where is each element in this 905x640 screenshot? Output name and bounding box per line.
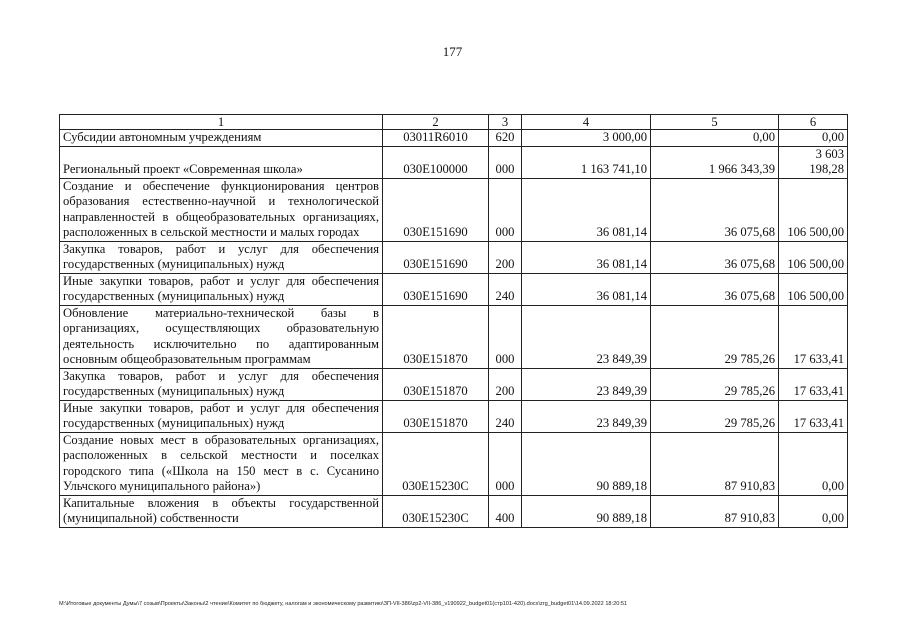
row-value-5: 29 785,26 xyxy=(651,400,779,432)
row-name: Субсидии автономным учреждениям xyxy=(60,130,383,147)
row-value-4: 90 889,18 xyxy=(522,432,651,495)
row-type: 200 xyxy=(489,368,522,400)
row-value-5: 36 075,68 xyxy=(651,178,779,241)
row-value-6: 17 633,41 xyxy=(779,368,848,400)
row-value-4: 36 081,14 xyxy=(522,273,651,305)
row-value-4: 36 081,14 xyxy=(522,178,651,241)
budget-table xyxy=(59,114,848,528)
row-value-5: 87 910,83 xyxy=(651,432,779,495)
column-header-3: 3 xyxy=(489,115,522,130)
column-header-1: 1 xyxy=(60,115,383,130)
row-value-5: 0,00 xyxy=(651,130,779,147)
row-type: 240 xyxy=(489,400,522,432)
row-value-6: 3 603 198,28 xyxy=(779,146,848,178)
row-value-4: 1 163 741,10 xyxy=(522,146,651,178)
row-name: Капитальные вложения в объекты государственной (муниципальной) собственности xyxy=(60,495,383,527)
row-type: 620 xyxy=(489,130,522,147)
row-value-6: 106 500,00 xyxy=(779,241,848,273)
row-code: 030E151690 xyxy=(383,178,489,241)
footer-file-path: M:\Итоговые документы Думы\7 созыв\Проекты\Законы\2 чтение\Комитет по бюджету, налогам и экономическому развитию\ЗП-VII-386\zp2-VII-386_v190922_budget01(стр101-420).docx\zrg_budget01\14.09.2022 18:20:51 xyxy=(59,601,628,607)
column-header-5: 5 xyxy=(651,115,779,130)
row-type: 000 xyxy=(489,432,522,495)
row-code: 030E151870 xyxy=(383,305,489,368)
table-row xyxy=(60,178,848,241)
table-header-row xyxy=(60,115,848,130)
row-value-6: 0,00 xyxy=(779,495,848,527)
row-code: 030E151690 xyxy=(383,273,489,305)
row-type: 000 xyxy=(489,146,522,178)
row-value-6: 106 500,00 xyxy=(779,273,848,305)
column-header-2: 2 xyxy=(383,115,489,130)
row-value-6: 0,00 xyxy=(779,432,848,495)
page-number: 177 xyxy=(442,44,463,59)
table-row xyxy=(60,146,848,178)
column-header-4: 4 xyxy=(522,115,651,130)
row-value-4: 90 889,18 xyxy=(522,495,651,527)
table-row xyxy=(60,305,848,368)
row-value-6: 0,00 xyxy=(779,130,848,147)
row-type: 400 xyxy=(489,495,522,527)
table-row xyxy=(60,273,848,305)
row-name: Обновление материально-технической базы в организациях, осуществляющих образовательную деятельность исключительно по адаптированным основным общеобразовательным программам xyxy=(60,305,383,368)
row-value-5: 29 785,26 xyxy=(651,305,779,368)
row-name: Создание и обеспечение функционирования центров образования естественно-научной и технологической направленностей в общеобразовательных организациях, расположенных в сельской местности и малых городах xyxy=(60,178,383,241)
column-header-6: 6 xyxy=(779,115,848,130)
table-row xyxy=(60,130,848,147)
row-name: Закупка товаров, работ и услуг для обеспечения государственных (муниципальных) нужд xyxy=(60,368,383,400)
row-value-5: 36 075,68 xyxy=(651,273,779,305)
row-name: Иные закупки товаров, работ и услуг для обеспечения государственных (муниципальных) нужд xyxy=(60,400,383,432)
row-value-6: 17 633,41 xyxy=(779,400,848,432)
row-code: 030E15230C xyxy=(383,432,489,495)
row-value-4: 23 849,39 xyxy=(522,368,651,400)
row-type: 000 xyxy=(489,178,522,241)
row-value-4: 36 081,14 xyxy=(522,241,651,273)
row-value-5: 36 075,68 xyxy=(651,241,779,273)
row-code: 030E151870 xyxy=(383,368,489,400)
table-row xyxy=(60,241,848,273)
table-row xyxy=(60,400,848,432)
row-name: Региональный проект «Современная школа» xyxy=(60,146,383,178)
table-row xyxy=(60,368,848,400)
row-code: 03011R6010 xyxy=(383,130,489,147)
row-type: 200 xyxy=(489,241,522,273)
row-value-5: 87 910,83 xyxy=(651,495,779,527)
row-code: 030E151690 xyxy=(383,241,489,273)
row-type: 240 xyxy=(489,273,522,305)
row-name: Иные закупки товаров, работ и услуг для обеспечения государственных (муниципальных) нужд xyxy=(60,273,383,305)
row-value-6: 106 500,00 xyxy=(779,178,848,241)
row-value-6: 17 633,41 xyxy=(779,305,848,368)
table-row xyxy=(60,495,848,527)
row-value-5: 29 785,26 xyxy=(651,368,779,400)
row-value-4: 3 000,00 xyxy=(522,130,651,147)
row-value-4: 23 849,39 xyxy=(522,400,651,432)
row-value-4: 23 849,39 xyxy=(522,305,651,368)
row-code: 030E100000 xyxy=(383,146,489,178)
row-name: Закупка товаров, работ и услуг для обеспечения государственных (муниципальных) нужд xyxy=(60,241,383,273)
table-row xyxy=(60,432,848,495)
row-type: 000 xyxy=(489,305,522,368)
row-value-5: 1 966 343,39 xyxy=(651,146,779,178)
row-name: Создание новых мест в образовательных организациях, расположенных в сельской местности и поселках городского типа («Школа на 150 мест в с. Сусанино Ульчского муниципального района») xyxy=(60,432,383,495)
row-code: 030E151870 xyxy=(383,400,489,432)
row-code: 030E15230C xyxy=(383,495,489,527)
